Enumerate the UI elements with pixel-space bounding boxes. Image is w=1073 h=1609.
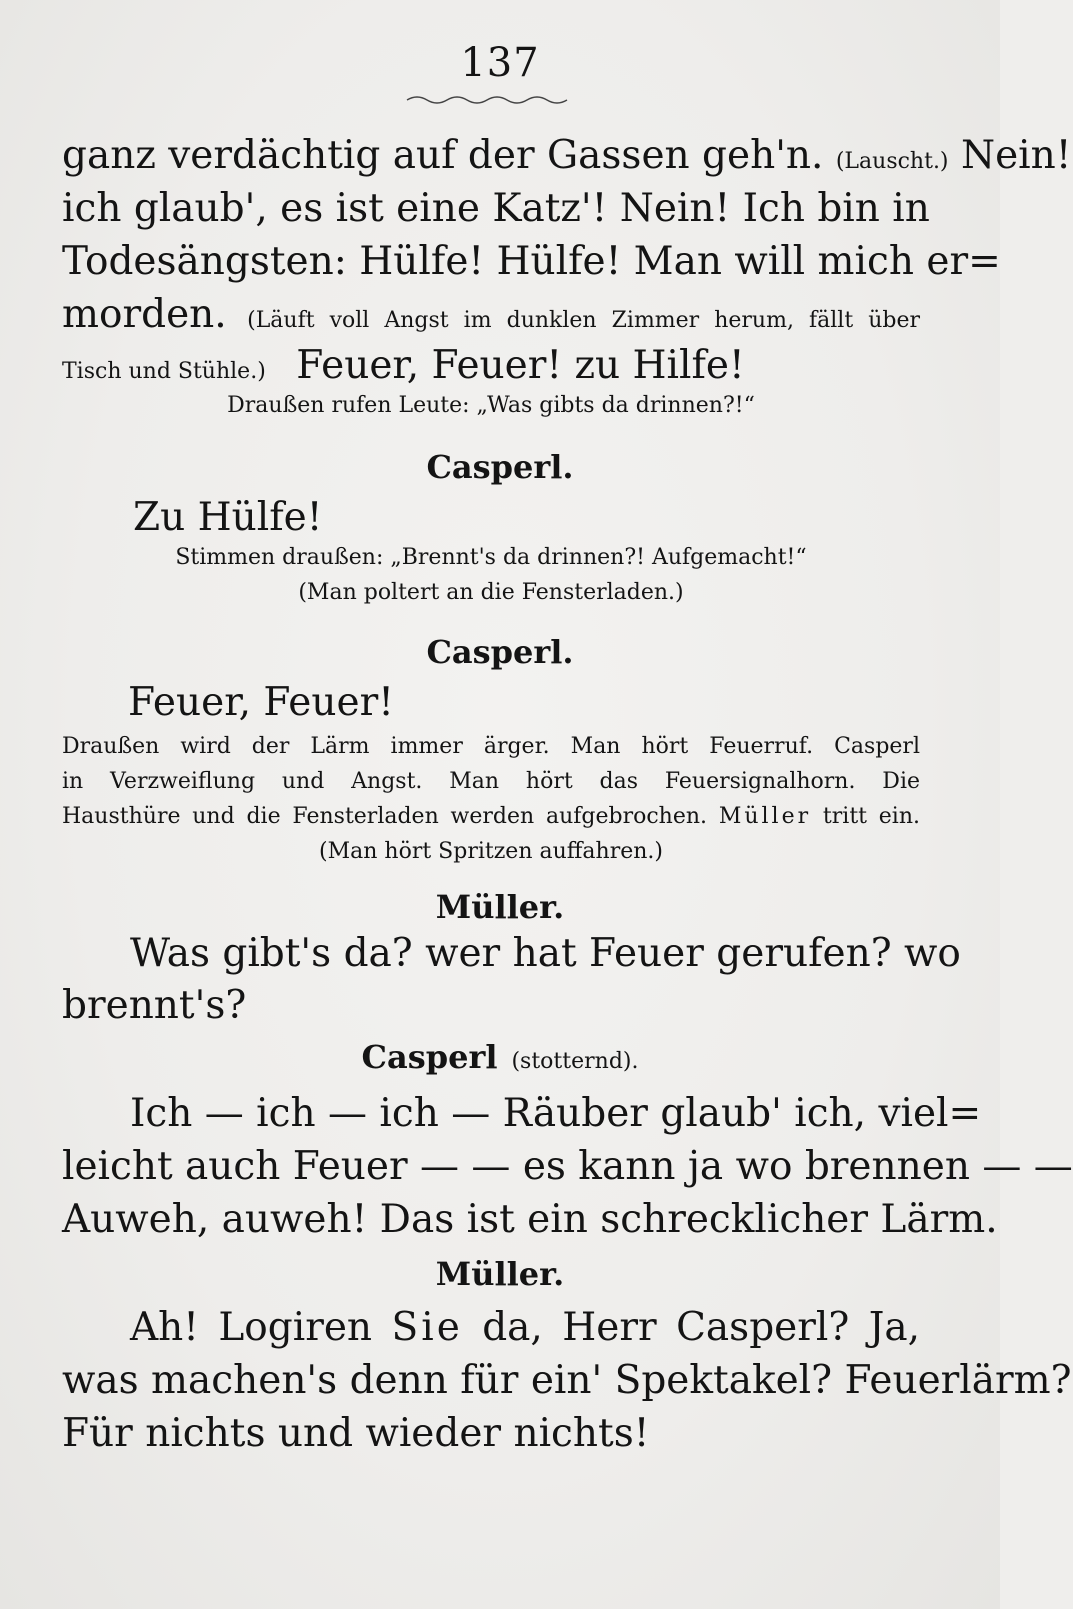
stage-direction-block-2: in Verzweiflung und Angst. Man hört das Feuersignalhorn. Die	[62, 769, 920, 794]
text-line-17: Ich — ich — ich — Räuber glaub' ich, viel=	[130, 1091, 982, 1136]
speaker-name: Casperl	[361, 1038, 498, 1076]
speaker-casperl-stotternd	[0, 1035, 1000, 1079]
line-4-text: morden.	[62, 292, 227, 337]
stage-direction: (Lauscht.)	[835, 149, 949, 174]
text-line-16: brennt's?	[62, 983, 247, 1028]
text-line-10: Feuer, Feuer!	[128, 680, 394, 725]
text-line-22: Für nichts und wieder nichts!	[62, 1411, 650, 1456]
text-line-7: Zu Hülfe!	[133, 495, 323, 540]
speaker-note: (stotternd).	[511, 1049, 639, 1074]
stage-voices-outside: Stimmen draußen: „Brennt's da drinnen?! Aufgemacht!“	[175, 545, 807, 570]
stage-text: tritt ein.	[822, 804, 921, 829]
text-line-18: leicht auch Feuer — — es kann ja wo brennen — —	[62, 1144, 1073, 1189]
text-line-4	[62, 289, 920, 341]
text-line-1	[62, 130, 1072, 182]
speaker-casperl: Casperl.	[426, 448, 574, 486]
stage-direction-outside: Draußen rufen Leute: „Was gibts da drinnen?!“	[227, 393, 755, 418]
character-name-mueller: Müller	[718, 804, 812, 829]
line-20-part-a: Ah! Logiren	[130, 1305, 373, 1350]
speaker-mueller: Müller.	[435, 888, 565, 926]
text-line-2: ich glaub', es ist eine Katz'! Nein! Ich bin in	[62, 186, 930, 231]
speaker-mueller: Müller.	[435, 1255, 565, 1293]
text-line-20	[130, 1302, 920, 1354]
line-1-text: ganz verdächtig auf der Gassen geh'n.	[62, 133, 824, 178]
stage-direction: Tisch und Stühle.)	[62, 359, 266, 384]
stage-direction-block-1: Draußen wird der Lärm immer ärger. Man hört Feuerruf. Casperl	[62, 734, 920, 759]
text-line-3: Todesängsten: Hülfe! Hülfe! Man will mich er=	[62, 239, 1001, 284]
text-line-21: was machen's denn für ein' Spektakel? Feuerlärm?	[62, 1358, 1072, 1403]
stage-direction: (Läuft voll Angst im dunklen Zimmer herum, fällt über	[247, 308, 920, 333]
ornament-divider	[405, 92, 575, 106]
text-line-15: Was gibt's da? wer hat Feuer gerufen? wo	[130, 931, 961, 976]
line-20-part-b: Sie	[391, 1305, 463, 1350]
stage-direction: (Man poltert an die Fensterladen.)	[298, 580, 684, 605]
speaker-casperl: Casperl.	[426, 633, 574, 671]
stage-text: Hausthüre und die Fensterladen werden aufgebrochen.	[62, 804, 708, 829]
line-20-part-c: da, Herr Casperl? Ja,	[482, 1305, 920, 1350]
page-number: 137	[460, 40, 540, 86]
stage-direction: (Man hört Spritzen auffahren.)	[319, 839, 663, 864]
text-line-5	[62, 340, 920, 392]
stage-direction-block-3	[62, 800, 920, 834]
line-5-text: Feuer, Feuer! zu Hilfe!	[296, 343, 745, 388]
text-line-19: Auweh, auweh! Das ist ein schrecklicher Lärm.	[62, 1197, 998, 1242]
line-1-tail: Nein!	[960, 133, 1072, 178]
